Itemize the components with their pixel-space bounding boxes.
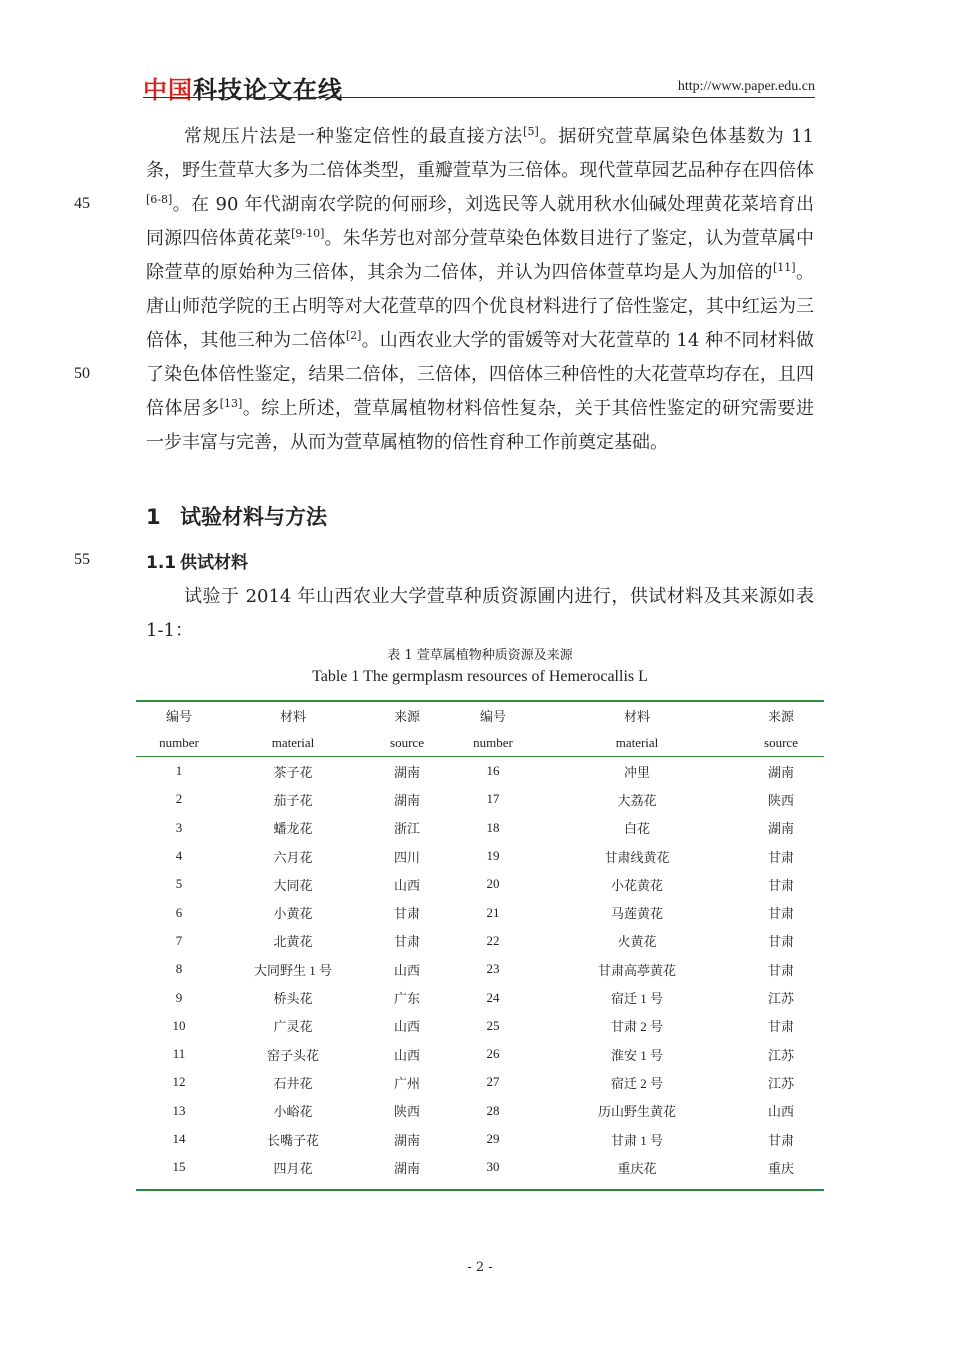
table-cell: 浙江 bbox=[393, 821, 420, 837]
table-cell: 大同野生 1 号 bbox=[253, 962, 332, 978]
citation-sup: [5] bbox=[523, 125, 539, 138]
table-cell: 茶子花 bbox=[273, 764, 313, 780]
table-cell: 3 bbox=[175, 819, 183, 835]
table-cell: 甘肃 bbox=[767, 934, 794, 950]
table-cell: 甘肃 bbox=[767, 906, 794, 922]
header-cell: 来源 bbox=[738, 701, 824, 729]
table-cell: 四川 bbox=[393, 849, 420, 865]
table-cell: 25 bbox=[486, 1017, 500, 1033]
table-row bbox=[136, 1125, 824, 1153]
header-rule bbox=[143, 97, 815, 98]
table-cell: 7 bbox=[175, 932, 183, 948]
table-cell: 17 bbox=[486, 791, 500, 807]
table-row bbox=[136, 1040, 824, 1068]
section-number: 1 bbox=[146, 505, 161, 529]
table-cell: 北黄花 bbox=[273, 934, 313, 950]
table-row bbox=[136, 927, 824, 955]
table-cell: 宿迁 1 号 bbox=[610, 991, 663, 1007]
table-cell: 湖南 bbox=[393, 764, 420, 780]
table-cell: 15 bbox=[136, 1153, 222, 1190]
table-row bbox=[136, 785, 824, 813]
table-cell: 19 bbox=[486, 848, 500, 864]
table-cell: 茄子花 bbox=[273, 792, 313, 808]
table-cell: 陕西 bbox=[767, 792, 794, 808]
table-cell: 重庆 bbox=[738, 1153, 824, 1190]
table-cell: 甘肃 bbox=[393, 906, 420, 922]
table-cell: 甘肃线黄花 bbox=[604, 849, 670, 865]
table-cell: 湖南 bbox=[393, 1132, 420, 1148]
table-cell: 大荔花 bbox=[617, 792, 657, 808]
table-cell: 陕西 bbox=[393, 1104, 420, 1120]
table-row bbox=[136, 757, 824, 786]
table-cell: 22 bbox=[486, 932, 500, 948]
table-header-row-zh bbox=[136, 701, 824, 729]
table-cell: 24 bbox=[486, 989, 500, 1005]
table-cell: 冲里 bbox=[623, 764, 650, 780]
table-cell: 甘肃 bbox=[767, 962, 794, 978]
table-cell: 8 bbox=[175, 961, 183, 977]
header-cell: material bbox=[536, 729, 738, 757]
table-cell: 11 bbox=[172, 1046, 186, 1062]
header-cell: number bbox=[136, 729, 222, 757]
line-number: 45 bbox=[74, 195, 90, 212]
table-cell: 27 bbox=[486, 1074, 500, 1090]
table-caption-en: Table 1 The germplasm resources of Hemerocallis L bbox=[312, 668, 648, 685]
citation-sup: [13] bbox=[219, 397, 243, 410]
table-cell: 历山野生黄花 bbox=[597, 1104, 676, 1120]
table-cell: 13 bbox=[172, 1102, 186, 1118]
table-cell: 湖南 bbox=[364, 1153, 450, 1190]
table-row bbox=[136, 870, 824, 898]
table-row bbox=[136, 842, 824, 870]
table-cell: 白花 bbox=[623, 821, 650, 837]
table-cell: 5 bbox=[175, 876, 183, 892]
section-title: 试验材料与方法 bbox=[180, 505, 327, 529]
table-cell: 小黄花 bbox=[273, 906, 313, 922]
table-cell: 广州 bbox=[393, 1075, 420, 1091]
table-cell: 甘肃 bbox=[767, 877, 794, 893]
table-cell: 宿迁 2 号 bbox=[610, 1075, 663, 1091]
table-cell: 山西 bbox=[393, 962, 420, 978]
table-cell: 桥头花 bbox=[273, 991, 313, 1007]
line-number: 50 bbox=[74, 365, 90, 382]
germplasm-table bbox=[136, 700, 824, 1191]
text-run: 。综上所述，萱草属植物材料倍性复杂，关于其倍性鉴定的研究需要进一步丰富与完善，从而为萱草属植物的倍性育种工作前奠定基础。 bbox=[146, 398, 815, 453]
table-cell: 四月花 bbox=[222, 1153, 364, 1190]
table-cell: 山西 bbox=[393, 877, 420, 893]
table-cell: 山西 bbox=[767, 1104, 794, 1120]
table-cell: 12 bbox=[172, 1074, 186, 1090]
table-cell: 20 bbox=[486, 876, 500, 892]
table-cell: 甘肃 2 号 bbox=[610, 1019, 663, 1035]
table-cell: 23 bbox=[486, 961, 500, 977]
table-cell: 小花黄花 bbox=[610, 877, 663, 893]
subsection-number: 1.1 bbox=[146, 553, 177, 573]
table-cell: 6 bbox=[175, 904, 183, 920]
table-cell: 长嘴子花 bbox=[266, 1132, 319, 1148]
citation-sup: [6-8] bbox=[146, 193, 173, 206]
table-cell: 18 bbox=[486, 819, 500, 835]
text-run: 。在 90 年代湖南农学院的何丽珍，刘选民等人就用秋水仙碱处理黄花菜培育出同源四倍体黄花菜 bbox=[146, 194, 814, 249]
table-cell: 甘肃 bbox=[767, 1019, 794, 1035]
table-cell: 10 bbox=[172, 1017, 186, 1033]
table-cell: 江苏 bbox=[767, 1047, 794, 1063]
table-header-row-en bbox=[136, 729, 824, 757]
table-row bbox=[136, 814, 824, 842]
header-url[interactable]: http://www.paper.edu.cn bbox=[677, 79, 815, 94]
subsection-heading bbox=[146, 548, 248, 573]
table-cell: 淮安 1 号 bbox=[610, 1047, 663, 1063]
site-logo bbox=[143, 70, 343, 105]
table-cell: 山西 bbox=[393, 1047, 420, 1063]
table-row bbox=[136, 1012, 824, 1040]
table-cell: 26 bbox=[486, 1046, 500, 1062]
table-cell: 湖南 bbox=[767, 764, 794, 780]
table-row bbox=[136, 1097, 824, 1125]
table-row bbox=[136, 1153, 824, 1190]
table-cell: 甘肃 1 号 bbox=[610, 1132, 663, 1148]
table-cell: 江苏 bbox=[767, 1075, 794, 1091]
table-cell: 马莲黄花 bbox=[610, 906, 663, 922]
intro-paragraph bbox=[146, 580, 814, 648]
table-cell: 石井花 bbox=[273, 1075, 313, 1091]
table-cell: 16 bbox=[486, 763, 500, 779]
header-cell: 编号 bbox=[450, 701, 536, 729]
table-row bbox=[136, 955, 824, 983]
section-heading bbox=[146, 501, 327, 531]
table-cell: 窑子头花 bbox=[266, 1047, 319, 1063]
header-cell: 材料 bbox=[536, 701, 738, 729]
citation-sup: [9-10] bbox=[291, 227, 325, 240]
table-cell: 14 bbox=[172, 1131, 186, 1146]
table-caption-zh: 表 1 萱草属植物种质资源及来源 bbox=[387, 648, 573, 663]
text-run: 。据研究萱草属染色体基数为 11 条，野生萱草大多为二倍体类型，重瓣萱草为三倍体。现代萱草园艺品种存在四倍体 bbox=[146, 126, 815, 181]
table-cell: 21 bbox=[486, 904, 500, 920]
table-cell: 甘肃 bbox=[767, 849, 794, 865]
table-cell: 30 bbox=[450, 1153, 536, 1190]
table-cell: 甘肃 bbox=[767, 1132, 794, 1148]
table-cell: 湖南 bbox=[767, 821, 794, 837]
subsection-title: 供试材料 bbox=[180, 553, 248, 573]
table-cell: 大同花 bbox=[273, 877, 313, 893]
logo-text-red: 中国 bbox=[143, 76, 193, 104]
table-cell: 蟠龙花 bbox=[273, 821, 313, 837]
header-cell: 来源 bbox=[364, 701, 450, 729]
table-cell: 六月花 bbox=[273, 849, 313, 865]
table-cell: 湖南 bbox=[393, 792, 420, 808]
text-run: 常规压片法是一种鉴定倍性的最直接方法 bbox=[184, 126, 524, 147]
logo-text-dark: 科技论文在线 bbox=[193, 76, 343, 104]
table-cell: 甘肃高葶黄花 bbox=[597, 962, 676, 978]
table-cell: 28 bbox=[486, 1102, 500, 1118]
citation-sup: [11] bbox=[772, 261, 796, 274]
header-cell: 编号 bbox=[136, 701, 222, 729]
table-row bbox=[136, 898, 824, 926]
body-paragraph bbox=[146, 120, 814, 460]
table-cell: 山西 bbox=[393, 1019, 420, 1035]
table-cell: 甘肃 bbox=[393, 934, 420, 950]
table-cell: 火黄花 bbox=[617, 934, 657, 950]
citation-sup: [2] bbox=[345, 329, 362, 342]
table-cell: 小峪花 bbox=[273, 1104, 313, 1120]
header-cell: number bbox=[450, 729, 536, 757]
page-number: - 2 - bbox=[467, 1260, 493, 1275]
intro-text: 试验于 2014 年山西农业大学萱草种质资源圃内进行，供试材料及其来源如表 1-1： bbox=[146, 586, 814, 641]
line-number: 55 bbox=[74, 551, 90, 568]
header-cell: 材料 bbox=[222, 701, 364, 729]
table-row bbox=[136, 983, 824, 1011]
table-cell: 29 bbox=[486, 1131, 500, 1146]
text-run: 。唐山师范学院的王占明等对大花萱草的四个优良材料进行了倍性鉴定，其中红运为三倍体，其他三种为二倍体 bbox=[146, 262, 815, 351]
header-cell: material bbox=[222, 729, 364, 757]
table-row bbox=[136, 1068, 824, 1096]
table-cell: 广灵花 bbox=[273, 1019, 313, 1035]
table-cell: 2 bbox=[175, 791, 183, 807]
header-cell: source bbox=[364, 729, 450, 757]
table-cell: 江苏 bbox=[767, 991, 794, 1007]
table-cell: 9 bbox=[175, 989, 183, 1005]
table-cell: 1 bbox=[175, 763, 183, 779]
text-run: 。山西农业大学的雷媛等对大花萱草的 14 种不同材料做了染色体倍性鉴定，结果二倍体，三倍体，四倍体三种倍性的大花萱草均存在，且四倍体居多 bbox=[146, 330, 814, 419]
text-run: 。朱华芳也对部分萱草染色体数目进行了鉴定，认为萱草属中除萱草的原始种为三倍体，其余为二倍体，并认为四倍体萱草均是人为加倍的 bbox=[146, 228, 815, 283]
header-cell: source bbox=[738, 729, 824, 757]
table-cell: 广东 bbox=[393, 991, 420, 1007]
table-cell: 4 bbox=[175, 848, 183, 864]
table-cell: 重庆花 bbox=[536, 1153, 738, 1190]
